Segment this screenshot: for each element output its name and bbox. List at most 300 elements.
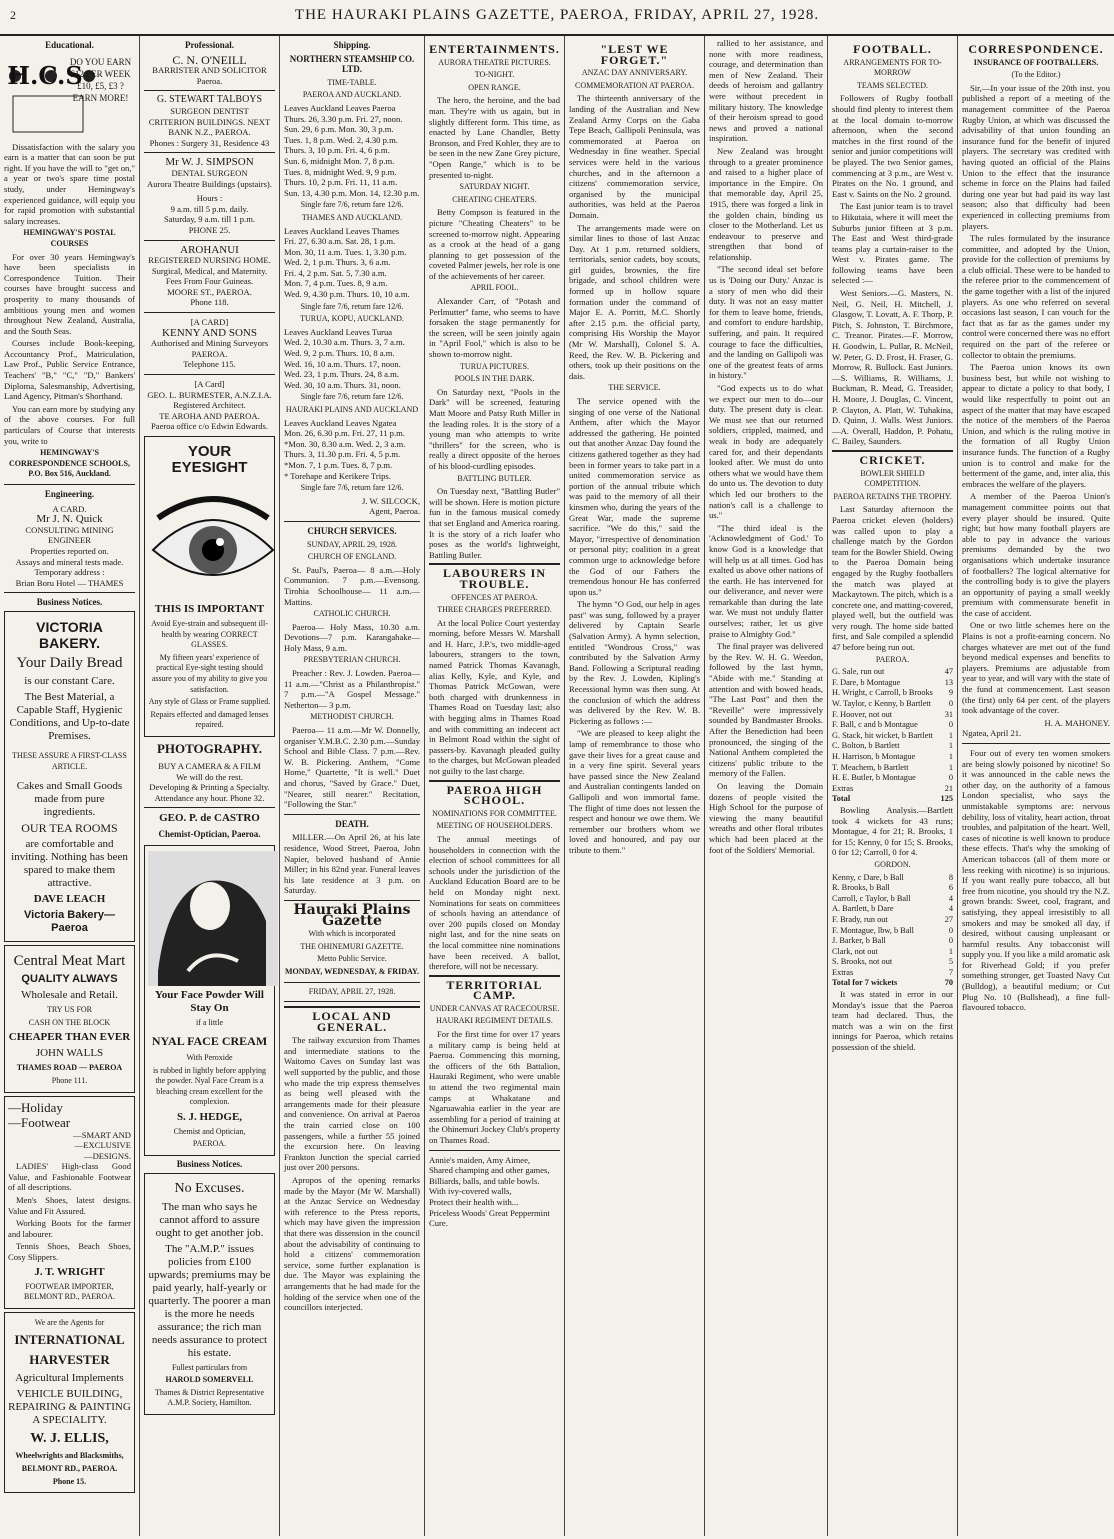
labourers-head: LABOURERS IN TROUBLE. [429,563,560,589]
anzac-cont-2: New Zealand was brought through to a greater prominence and raised to a higher place of importance in the Empire. On that memorable day, April 25, 1915, there was forged a link in the golden chain, binding us closer to the Motherland. Let us endeavour to preserve and strengthen that bond of relationship. [709,145,823,262]
powder-line: S. J. HEDGE, [176,1110,243,1123]
route-row: * Torehape and Kerikere Trips. [284,470,391,481]
oneill-card [144,52,275,87]
score-row [832,947,953,958]
anzac-body-3: The service opened with the singing of one verse of the National Anthem, after which the Mayor addressed the gathering. He pointed out that another Anzac Day found the citizens gathered together as they had been in former years to take part in a united commemoration service as portion of the annual tribute which was paid to the memory of all their kinsmen who, during the years of the Great War, made the supreme sacrifice. "We do this," said the Mayor, "irrespective of denomination or personal pity; coalition in a great common urge to acknowledge before the God of our Fathers the tremendous honour He has conferred upon us." [569,396,700,597]
territorial-head: TERRITORIAL CAMP. [429,975,560,1001]
open-range-body: The hero, the heroine, and the bad man. They're with us again, but in slightly different form. This time, as enacted by Lane Chandler, Betty Bronson, and Fred Kohler, they are to be seen in the new Zane Grey picture, "Open Range," which is to be presented to-night. [429,95,560,180]
score-name: H. Wright, c Carroll, b Brooks [832,688,933,698]
score-name: F. Ball, c and b Montague [832,720,918,730]
route-row: Mon. 26, 6.30 p.m. Fri. 27, 11 p.m. [284,428,405,439]
meat-line: TRY US FOR [46,1005,93,1015]
route-1-head: PAEROA AND AUCKLAND. [302,90,402,100]
meat-line: QUALITY ALWAYS [21,973,118,986]
burmester-line: TE AROHA AND PAEROA. [159,410,260,421]
letter-place: Ngatea, April 21. [962,728,1022,739]
church-presby-head: PRESBYTERIAN CHURCH. [303,655,401,665]
column-6 [705,36,828,1536]
gordon-scores-head: GORDON. [874,859,911,869]
score-name: Extras [832,967,854,977]
correspondence-sub: INSURANCE OF FOOTBALLERS. [973,57,1099,67]
meat-ad [4,945,135,1092]
quick-line: Temporary address : [34,567,105,578]
route-2-rows [284,226,420,300]
bakery-line: Your Daily Bread [16,654,123,671]
score-runs: 0 [948,936,953,946]
open-range-head: OPEN RANGE. [468,82,521,92]
route-row: Wed. 2, 10.30 a.m. Thurs. 3, 7 a.m. [284,337,405,348]
score-row [832,678,953,689]
score-runs: 8 [948,872,953,882]
route-row: Mon. 30, 11 a.m. Tues. 1, 3.30 p.m. [284,246,407,257]
simpson-line: PHONE 25. [188,224,231,235]
powder-line: With Peroxide [186,1052,233,1062]
gordon-total-row [832,978,953,989]
score-runs: 5 [948,957,953,967]
bakery-title: VICTORIA BAKERY. [36,618,103,651]
church-presby-body: Preacher : Rev. J. Lowden. Paeroa— 11 a.m.—"Christ as a Philanthropist." 7 p.m.—"A Gospel Message." Netherton— 3 p.m. [284,668,420,710]
salary-body: Dissatisfaction with the salary you earn is a matter that can soon be put right. If you have the will to "get on," a year or two's spare time postal study, under Hemingway's experienced guidance, will equip you for rapid promotion with substantial salary increases. [4,141,135,226]
letter-body-5: One or two little schemes here on the Plains is not a profit-earning concern. No charges whatever are met out of the fund beyond medical expenses and benefits to players. Premiums are adjustable from year to year, and will vary with the state of the fund at commencement. Last season (the first) only 64 per cent. of the players took advantage of the cover. [962,620,1110,716]
cheating-body: Betty Compson is featured in the picture "Cheating Cheaters" to be screened to-morrow night. Appearing as a crook at the head of a gang planning to get possession of the coveted Palmer jewels, her role is one of the achievements of her career. [429,207,560,281]
masthead-title: THE HAURAKI PLAINS GAZETTE, PAEROA, FRIDAY, APRIL 27, 1928. [294,7,820,23]
cricket-end: It was stated in error in our Monday's issue that the Paeroa team had declared. Thus, the match was a win on the first innings for Paeroa, which retains possession of the shield. [832,989,953,1053]
fare-4: Single fare 7/6, return fare 12/6. [300,483,404,493]
photo-line: Developing & Printing a Specialty. [149,782,270,793]
footwear-line: J. T. WRIGHT [34,1265,105,1278]
score-name: H. E. Butler, b Montague [832,773,916,783]
harvester-line: We are the Agents for [34,1317,105,1327]
church-england-body: St. Paul's, Paeroa— 8 a.m.—Holy Communion. 7 p.m.—Evensong. Tirohia Schoolhouse— 11 a.m.—Mattins. [284,564,420,607]
score-row [832,873,953,884]
score-name: C. Bolton, b Bartlett [832,741,900,751]
kenny-card [144,317,275,370]
local-body-2: Apropos of the opening remarks made by the Mayor (Mr W. Marshall) at the Anzac Service on Wednesday with reference to the Press reports, which may have given the impression that there was dissension in the council about the advisability of continuing to hold a citizens' commemoration service, some further explanation is due. The Mayor was explaining the arrangements that he had made for the holding of the service when one of the councillors interjected. [284,1175,420,1313]
april-body: Alexander Carr, of "Potash and Perlmutter" fame, who seems to have forsaken the stage permanently for the screen, will be seen jointly again in "April Fool," which is also to be shown to-morrow night. [429,296,560,360]
mast-line: With which is incorporated [308,929,396,939]
score-name: Total for 7 wickets [832,978,898,988]
salary-ad [66,56,135,104]
talboys-line: G. STEWART TALBOYS [156,94,263,106]
bowling-analysis: Bowling Analysis.—Bartlett took 4 wickets for 43 runs; Montague, 4 for 21; R. Brooks, 1 for 15; Kenny, 0 for 15; S. Brooks, 0 for 12; Carroll, 0 for 4. [832,804,953,858]
cricket-sub: BOWLER SHIELD COMPETITION. [860,468,925,489]
hcs-logo-text: H.C.S [6,60,83,90]
battling-body: On Tuesday next, "Battling Butler" will be shown. Here is motion picture fun in the famous musical comedy that set England and America roaring. It is the story of a rich loafer who poses as the world's lightweight, Battling Butler. [429,486,560,560]
meat-line: THAMES ROAD — PAEROA [16,1063,123,1073]
route-3-head: TURUA, KOPU, AUCKLAND. [300,314,404,324]
cheating-head: CHEATING CHEATERS. [452,194,537,204]
score-runs: 0 [948,720,953,730]
page-number: 2 [10,8,17,22]
talboys-line: Phones : Surgery 31, Residence 43 [149,137,270,148]
burmester-card [144,379,275,432]
bakery-ad [4,611,135,942]
powder-line: if a little [195,1018,224,1028]
route-row: Leaves Auckland Leaves Ngatea [284,417,397,428]
route-row: Wed. 30, 10 a.m. Thurs. 31, noon. [284,379,401,390]
letter-signature: H. A. MAHONEY. [1044,717,1110,728]
burmester-line: GEO. L. BURMESTER, A.N.Z.I.A. [147,389,272,400]
route-row: Thurs. 10, 2 p.m. Fri. 11, 11 a.m. [284,177,398,188]
harvester-line: Agricultural Implements [15,1372,124,1385]
decastro-line: GEO. P. de CASTRO [159,812,260,825]
mast-line: Metto Public Service. [317,954,387,964]
simpson-line: DENTAL SURGEON [171,167,248,178]
route-row: Thurs. 3, 11.30 p.m. Fri. 4, 5 p.m. [284,449,401,460]
anzac-sub-2: COMMEMORATION AT PAEROA. [575,80,694,90]
route-row: Leaves Auckland Leaves Paeroa [284,102,396,113]
racecourse-head: UNDER CANVAS AT RACECOURSE. [429,1003,560,1013]
score-row [832,752,953,763]
score-runs: 47 [944,667,953,677]
score-name: H. Harrison, b Montague [832,752,916,761]
score-row [832,915,953,926]
eye-icon [148,480,278,600]
route-row: Leaves Auckland Leaves Thames [284,225,400,236]
correspondence-head: CORRESPONDENCE. [968,42,1104,56]
score-name: A. Bartlett, b Dare [832,904,894,914]
eyesight-title: YOUR EYESIGHT [171,443,248,476]
anzac-cont-7: On leaving the Domain dozens of people visited the High School for the purpose of viewing the many beautiful wreaths and other floral tributes which had been placed at the foot of the Soldiers' Memorial. [709,780,823,855]
eyesight-line: My fifteen years' experience of practical Eye-sight testing should assure you of my ability to give you satisfaction. [151,652,268,694]
column-2 [140,36,280,1536]
harvester-line: BELMONT RD., PAEROA. [21,1464,118,1473]
score-runs: 70 [944,978,953,988]
anzac-body-4: The hymn "O God, our help in ages past" was sung, followed by a prayer delivered by Captain Searle (Salvation Army). A hymn selection, entitled "Wondrous Cross," was contributed by the Salvation Army Band. Following a Scriptural reading by the Rev. J. Lowden, Kipling's Recessional hymn was then sung. At the conclusion of which the address was delivered by the Rev. W. B. Pickering as follows :— [569,599,700,726]
score-name: G. Sale, run out [832,667,885,677]
score-runs: 0 [948,699,953,709]
church-head: CHURCH SERVICES. [307,525,397,536]
score-name: F. Dare, b Montague [832,677,901,687]
bakery-line: THESE ASSURE A FIRST-CLASS ARTICLE. [12,750,127,771]
score-row [832,699,953,710]
powder-line: NYAL FACE CREAM [151,1033,268,1048]
fare-3: Single fare 7/6, return fare 12/6. [300,392,404,402]
score-runs: 0 [948,925,953,935]
harvester-line: Phone 15. [52,1476,87,1486]
footwear-line: —EXCLUSIVE [74,1140,131,1151]
highschool-body: The annual meetings of householders in connection with the election of school committees for all schools under the jurisdiction of the Auckland Education Board are to be held on Monday night next. Nominations for seats on committees of schools having an attendance of over 200 pupils closed on Monday night last, and for the nine seats on the local committee nine nominations have been received. A ballot, therefore, will not be necessary. [429,833,560,972]
score-runs: 0 [948,773,953,783]
decastro-ad [144,812,275,841]
bakery-line: The Best Material, a Capable Staff, Hygienic Conditions, and Up-to-date Premises. [9,690,130,742]
score-name: Clark, not out [832,946,878,956]
church-methodist-body: Paeroa— 11 a.m.—Mr W. Donnelly, organiser Y.M.B.C. 2.30 p.m.—Sunday School and Bible Class. 7 p.m.—Rev. W. B. Pickering. Anthem, "Come Home," Quartette, "It is well." Duet and chorus, "Saved by Grace." Duet, "Nearer, still nearer." Recitation, "Following the Star." [284,725,420,810]
simpson-line: Mr W. J. SIMPSON [165,156,254,169]
powder-line: PAEROA. [192,1139,227,1149]
harvester-line: W. J. ELLIS, [30,1431,109,1447]
woods-line: Annie's maiden, Amy Aimee, [429,1154,531,1165]
section-head-engineering: Engineering. [44,489,95,499]
score-row [832,773,953,784]
eyesight-line: Avoid Eye-strain and subsequent ill-health by wearing CORRECT GLASSES. [151,619,268,650]
offences-head: OFFENCES AT PAEROA. [451,592,538,602]
meat-line: Wholesale and Retail. [21,989,118,1002]
score-name: J. Barker, b Ball [832,936,886,946]
score-row [832,926,953,937]
quick-name: Mr J. N. Quick [36,513,103,526]
tobacco-ad: Four out of every ten women smokers are being slowly poisoned by nicotine! So it was announced in the cable news the other day, on the authority of a famous London specialist, who says the unmistakable symptoms are: nervous debility, loss of vitality, heart action, throat troubles, and palpitation of the heart. Well, cases of nicotine is well known to produce these effects. That's why the smoking of American tobaccos (all of them more or less reeking with nicotine) is so injurious. If you want really pure tobacco, all but free from nicotine, you should try the N.Z. grown brands: Sweet, cool, fragrant, and satisfying, they appeal irresistibly to all smokers and may be smoked all day, if desired, without causing unpleasant or harmful results. Any tobacconist will supply you. If you like a mild aromatic ask for Riverhead Gold; if you prefer something stronger, get Toasted Navy Cut (Bulldog), a beautiful medium; or Cut Plug No. 10 (Bullshead), a fine full-flavoured tobacco. [962,748,1110,1013]
anzac-cont-4: "God expects us to do what we expect our men to do—our duty. The present duty is clear. We must see that our returned soldiers, crippled, maimed, and weak in body are adequately cared for, and their dependants looked after. We must do unto others what we would have them do unto us. The devotion to duty which led our brothers to the nation's call is a challenge to us." [709,383,823,521]
pools-head: POOLS IN THE DARK. [454,374,535,384]
lest-we-forget-head: "LEST WE FORGET." [600,42,669,67]
oneill-line: C. N. O'NEILL [172,52,247,67]
kenny-line: KENNY AND SONS [162,326,257,339]
route-row: Fri. 27, 6.30 a.m. Sat. 28, 1 p.m. [284,236,396,247]
paeroa-total-row [832,794,953,805]
oneill-line: Paeroa. [196,75,223,86]
route-row: Wed. 9, 2 p.m. Thurs. 10, 8 a.m. [284,348,395,359]
talboys-card [144,95,275,148]
score-runs: 125 [940,794,953,804]
mast-line: MONDAY, WEDNESDAY, & FRIDAY. [284,966,420,976]
score-runs: 7 [948,967,953,977]
score-row [832,763,953,774]
meat-line: Phone 111. [51,1075,88,1085]
kenny-line: Telephone 115. [183,359,236,370]
aurora-head: AURORA THEATRE PICTURES. [438,57,551,67]
woods-line: With ivy-covered walls, [429,1186,512,1197]
route-3-rows [284,327,420,391]
masthead [0,0,1114,36]
fare-2: Single fare 7/6, return fare 12/6. [300,301,404,311]
anzac-sub: ANZAC DAY ANNIVERSARY. [581,68,688,78]
score-row [832,710,953,721]
issue-date: FRIDAY, APRIL 27, 1928. [308,986,396,996]
quick-line: Assays and mineral tests made. [15,556,124,567]
harvester-ad [4,1312,135,1493]
anzac-body-5: "We are pleased to keep alight the lamp of remembrance to those who gave their lives for a great cause and in a very fine spirit. Several years have passed since the New Zealand and Australian contingents landed on Gallipoli and won immortal fame. The flight of time does not lessen the respect and honour we owe them. We remember our brothers whom we loved and honoured, and pay our tribute to them." [569,728,700,855]
score-runs: 1 [948,946,953,956]
quick-line: A CARD. [52,503,87,514]
simpson-line: Saturday, 9 a.m. till 1 p.m. [163,214,256,225]
church-catholic-body: Paeroa— Holy Mass, 10.30 a.m. Devotions—7 p.m. Karangahake— Holy Mass, 9 a.m. [284,621,420,653]
route-row: Sun. 13, 4.30 p.m. Mon. 14, 12.30 p.m. [284,187,420,198]
charges-head: THREE CHARGES PREFERRED. [437,605,552,615]
column-5 [565,36,705,1536]
score-row [832,720,953,731]
column-7 [828,36,958,1536]
score-runs: 13 [944,677,953,687]
route-1-rows [284,103,420,198]
harvester-line: Wheelwrights and Blacksmiths, [15,1451,124,1461]
powder-ad [144,845,275,1156]
score-name: Total [832,794,851,804]
entertainments-head: ENTERTAINMENTS. [429,42,560,56]
meat-line: CHEAPER THAN EVER [8,1031,131,1044]
score-name: F. Hoover, not out [832,709,893,719]
meeting-head: MEETING OF HOUSEHOLDERS. [436,821,553,831]
score-name: Extras [832,783,854,793]
burmester-line: Registered Architect. [173,400,246,411]
battling-head: BATTLING BUTLER. [457,473,532,483]
footwear-line: —Holiday [8,1099,63,1115]
football-body-1: Followers of Rugby football should find plenty to interest them at the local domain to-morrow afternoon, when the second matches in the first round of the senior and junior competitions will be played. The two Senior games, commencing at 3 p.m., are West v. Pirates on the No. 1 ground, and East v. Saints on the No. 2 ground. [832,93,953,199]
score-row [832,784,953,795]
kenny-line: Authorised and Mining Surveyors PAEROA. [150,338,269,359]
score-name: F. Montague, lbw, b Ball [832,925,914,935]
letter-body-2: The rules formulated by the insurance committee, and adopted by the Union, provide for the collection of premiums by a club official. These were to be handed to the referee prior to the commencement of the game together with a list of the injured players. As one who referred on several occasions last season, I can vouch for the fact that as far as the games under my control were concerned there was no effort required on the part of the referee or collector to obtain the premiums. [962,233,1110,360]
bakery-line: Cakes and Small Goods made from pure ingredients. [16,780,123,819]
kenny-line: [A CARD] [190,317,229,328]
gordon-scorecard [832,873,953,979]
lady-illustration-icon [148,851,278,986]
route-row: *Mon. 30, 8.30 a.m. Wed. 2, 3 a.m. [284,438,406,449]
cricket-sub-2: PAEROA RETAINS THE TROPHY. [833,491,952,501]
pools-body: On Saturday next, "Pools in the Dark" will be screened, featuring Matt Moore and Patsy Ruth Miller in the leading roles. It is the story of a young man who attempts to write "thrillers" for the screen, who is really a direct opposite of the heroes of his blood-curdling episodes. [429,386,560,471]
amp-line: Fullest particulars from [171,1362,248,1372]
arohanui-line: AROHANUI [180,243,239,256]
simpson-card [144,157,275,235]
harvester-line: VEHICLE BUILDING, REPAIRING & PAINTING A SPECIALITY. [8,1388,131,1427]
oneill-line: BARRISTER AND SOLICITOR [152,65,267,76]
church-date: SUNDAY, APRIL 29, 1928. [307,539,397,549]
simpson-line: 9 a.m. till 5 p.m. daily. [170,203,249,214]
arohanui-card [144,245,275,309]
local-general-head: LOCAL AND GENERAL. [284,1006,420,1032]
eyesight-line: Any style of Glass or Frame supplied. [148,697,271,707]
quick-line: Properties reported on. [30,545,109,556]
score-row [832,688,953,699]
harvester-line: INTERNATIONAL [14,1332,125,1348]
score-name: G. Stack, hit wicket, b Bartlett [832,730,933,740]
quick-card [4,504,135,589]
anzac-cont-3: "The second ideal set before us is 'Doing our Duty.' Anzac is a story of men who did their duty. It was not an easy matter for them to leave home, friends, and comfort to endure hardship, suffering, and pain. It required courage to face the difficulties, and the landing on Gallipoli was one of the greatest feats of arms in history." [709,264,823,381]
eyesight-line: THIS IS IMPORTANT [154,603,265,615]
column-4 [425,36,565,1536]
amp-ad [144,1173,275,1415]
photo-line: BUY A CAMERA & A FILM [158,760,261,771]
photo-line: We will do the rest. [176,771,243,782]
hemingway-address: HEMINGWAY'S CORRESPONDENCE SCHOOLS, P.O. Box 516, Auckland. [9,448,130,479]
hemingway-head: HEMINGWAY'S POSTAL COURSES [23,228,116,248]
column-8 [958,36,1114,1536]
steamship-company: NORTHERN STEAMSHIP CO. LTD. [289,53,415,75]
score-row [832,936,953,947]
church-methodist-head: METHODIST CHURCH. [310,712,394,722]
score-row [832,741,953,752]
score-row [832,731,953,742]
footwear-ad [4,1096,135,1309]
route-row: Tues. 8, midnight Wed. 9, 9 p.m. [284,166,397,177]
section-head-business: Business Notices. [36,597,103,608]
amp-line: No Excuses. [174,1180,245,1196]
arohanui-line: Surgical, Medical, and Maternity. Fees From Four Guineas. [151,265,268,287]
letter-body-3: The Paeroa union knows its own business best, but while not wishing to appear to dictate a policy to that body, I would like respectfully to point out an aspect of the matter that may have escaped the notice of the members of the Paeroa Union, and which is the ruling motive in the formation of all Rugby Union insurance funds. The function of a Rugby union is to control and make for the betterment of the game, and, inter alia, this embraces the welfare of the players. [962,362,1110,489]
arohanui-line: Phone 118. [190,297,229,308]
score-name: Carroll, c Taylor, b Ball [832,893,911,903]
route-row: Thurs. 26, 3.30 p.m. Fri. 27, noon. [284,113,403,124]
tonight-head: TO-NIGHT. [474,70,515,80]
regiment-head: HAURAKI REGIMENT DETAILS. [436,1016,553,1026]
footwear-line: Tennis Shoes, Beach Shoes, Cosy Slippers. [8,1241,131,1263]
letter-body-1: Sir,—In your issue of the 20th inst. you published a report of a meeting of the management committee of the Paeroa Rugby Union, at which was discussed the advisability of that union founding an insurance fund for the benefit of injured players. The secretary was credited with having quoted an official of the Plains Union to the effect that the insurance scheme in force on the Plains had failed during one year but had paid its way last season; also that difficulty had been experienced in collecting premiums from players. [962,82,1110,231]
football-teams: West Seniors.—G. Masters, N. Neil, G. Neil, H. Mitchell, J. Glasgow, T. Lovatt, A. F. Thorp, P. Pitch, S. Johnston, T. Birchmore, C. Treanor. Pirates.—F. Morrow, H. Goodwin, L. Pullar, R. McNeil, W. Peter, G. D. Frost, H. Fraser, G. Morrow, R. Bullock. East Juniors.—S. Williams, R. Williams, J. Buckman, R. Mead, G. Treasider, H. Moore, J. Douglas, C. Vincent, P. Clayton, A. Platt, W. Tuhakina, D. Quinn, J. Walls. West Juniors.—A. Overall, Haddon, P. Pohatu, C. Bailey, Saunders. [832,288,953,447]
score-row [832,667,953,678]
bakery-line: Victoria Bakery—Paeroa [24,909,115,935]
columns [0,36,1114,1536]
salary-line-4: EARN MORE! [72,92,129,103]
burmester-line: Paeroa office c/o Edwin Edwards. [150,421,268,432]
church-england-head: CHURCH OF ENGLAND. [307,552,397,562]
route-row: Sun. 6, midnight Mon. 7, 8 p.m. [284,155,395,166]
salary-line-3: £10, £5, £3 ? [77,80,124,91]
route-row: *Mon. 7, 1 p.m. Tues. 8, 7 p.m. [284,459,393,470]
woods-line: Shared champing and other games, [429,1165,550,1176]
route-row: Wed. 9, 4.30 p.m. Thurs. 10, 10 a.m. [284,289,410,300]
church-catholic-head: CATHOLIC CHURCH. [313,609,391,619]
route-row: Tues. 1, 8 p.m. Wed. 2, 4.30 p.m. [284,134,398,145]
score-row [832,968,953,979]
service-head: THE SERVICE. [608,383,661,393]
score-runs: 1 [948,762,953,772]
score-row [832,883,953,894]
route-row: Mon. 7, 4 p.m. Tues. 8, 9 a.m. [284,278,388,289]
score-runs: 1 [948,741,953,751]
woods-ad [429,1155,560,1229]
photo-line: Attendance any hour. Phone 32. [154,792,265,803]
route-2-head: THAMES AND AUCKLAND. [301,212,403,222]
hemingway-end: You can earn more by studying any of the above courses. For full particulars of Course that interests you, write to [4,403,135,446]
route-4-rows [284,418,420,482]
bakery-line: DAVE LEACH [33,893,106,906]
score-runs: 27 [944,914,953,924]
bakery-line: are comfortable and inviting. Nothing has been spared to make them attractive. [11,838,128,890]
score-runs: 21 [944,783,953,793]
route-row: Fri. 4, 2 p.m. Sat. 5, 7.30 a.m. [284,267,387,278]
death-body: MILLER.—On April 26, at his late residence, Wood Street, Paeroa, John Napier, beloved husband of Annie Miller; in his 82nd year. Funeral leaves his late residence at 3 p.m. on Saturday. [284,832,420,896]
score-name: R. Brooks, b Ball [832,883,890,893]
hemingway-body: For over 30 years Hemingway's have been specialists in Correspondence Tuition. Their courses have brought success and prosperity to many thousands of ambitious young men and women throughout New Zealand, Australia, and the South Seas. [4,251,135,336]
score-runs: 1 [948,730,953,740]
anzac-body-1: The thirteenth anniversary of the landing of the Australian and New Zealand Army Corps on the Gaba Tepe Beach, Gallipoli Peninsula, was commemorated at Paeroa on Wednesday in fine weather. Special services were held in the various churches, and in the afternoon a citizens' commemoration service, organised by the municipal authorities, was held at the Paeroa Domain. [569,93,700,220]
harvester-line: HARVESTER [29,1352,110,1368]
amp-line: The "A.M.P." issues policies from £100 upwards; premiums may be paid yearly, half-yearly or quarterly. The poorer a man is the more he needs assurance; the rich man needs assurance to protect his estate. [148,1242,271,1359]
nominations-head: NOMINATIONS FOR COMMITTEE. [432,808,557,818]
bakery-line: OUR TEA ROOMS [21,821,118,836]
powder-line: is rubbed in lightly before applying the powder. Nyal Face Cream is a bleaching cream excellent for the complexion. [152,1065,267,1107]
section-head-shipping: Shipping. [333,40,371,50]
territorial-body: For the first time for over 17 years a military camp is being held at Paeroa. Commencing this morning, the officers of the 6th Battalion, Hauraki Regiment, who were unable to attend the two regimental main camps at Whakatane and Ngaruawahia earlier in the year are assembling for a period of training at the Ohinemuri Jockey Club's property on Thames Road. [429,1029,560,1145]
anzac-body-2: The arrangements made were on similar lines to those of last Anzac Day. At 1 p.m. returned soldiers, territorials, senior cadets, boy scouts, girl guides, brownies, the fire brigade, and school children were formed up in hollow square formation under the command of Major E. A. Porritt, M.C. Shortly after 2.15 p.m. the official party, comprising His Worship the Mayor (Mr W. Marshall), Colonel S. A. Reed, the Rev. W. B. Pickering and others, took up their positions on the dais. [569,222,700,381]
score-runs: 31 [944,709,953,719]
turua-head: TURUA PICTURES. [460,361,529,371]
powder-line: Your Face Powder Will Stay On [155,989,264,1015]
mast-line: THE OHINEMURI GAZETTE. [300,941,404,951]
route-row: Leaves Auckland Leaves Turua [284,326,393,337]
football-sub-2: TEAMS SELECTED. [856,80,929,90]
death-head: DEATH. [335,818,369,829]
score-runs: 4 [948,893,953,903]
quick-line: CONSULTING MINING ENGINEER [25,524,114,546]
footwear-line: —Footwear [8,1114,71,1130]
route-row: Wed. 23, 1 p.m. Thurs. 24, 8 a.m. [284,369,399,380]
score-row [832,904,953,915]
football-body-2: The East junior team is to travel to Hikutaia, where it will meet the Suburbs junior fifteen at 3 p.m. The East and West third-grade teams play a curtain-raiser to the West v. Pirates game. The following teams have been selected :— [832,201,953,286]
footwear-line: —DESIGNS. [83,1150,131,1161]
to-editor: (To the Editor.) [1011,70,1061,80]
meat-line: CASH ON THE BLOCK [28,1017,111,1027]
footwear-line: LADIES' High-class Good Value, and Fashionable Footwear of all descriptions. [8,1161,131,1193]
powder-line: Chemist and Optician, [173,1126,246,1136]
route-row: Thurs. 3, 10 p.m. Fri. 4, 6 p.m. [284,145,390,156]
timetable-head: TIME-TABLE. [327,77,377,87]
simpson-line: Hours : [196,193,223,204]
route-row: Sun. 29, 6 p.m. Mon. 30, 3 p.m. [284,124,394,135]
score-name: W. Taylor, c Kenny, b Bartlett [832,699,932,709]
labourers-body: At the local Police Court yesterday morning, before Messrs W. Marshall and H. Harc, J.P.'s, two middle-aged labourers, strangers to the town, named Patrick Thomas Kavanagh, alias Kelly, Kyle, and Kyle, and Thomas Patrick McGowan, were both charged with drunkenness in Thames Road on Tuesday last; also with begging alms in Thames Road and with committing an indecent act in Belmont Road within the sight of passers-by. Kavanagh pleaded guilty to the charges, but McGowan pleaded not guilty to the last charge. [429,617,560,776]
saturday-head: SATURDAY NIGHT. [459,182,530,192]
